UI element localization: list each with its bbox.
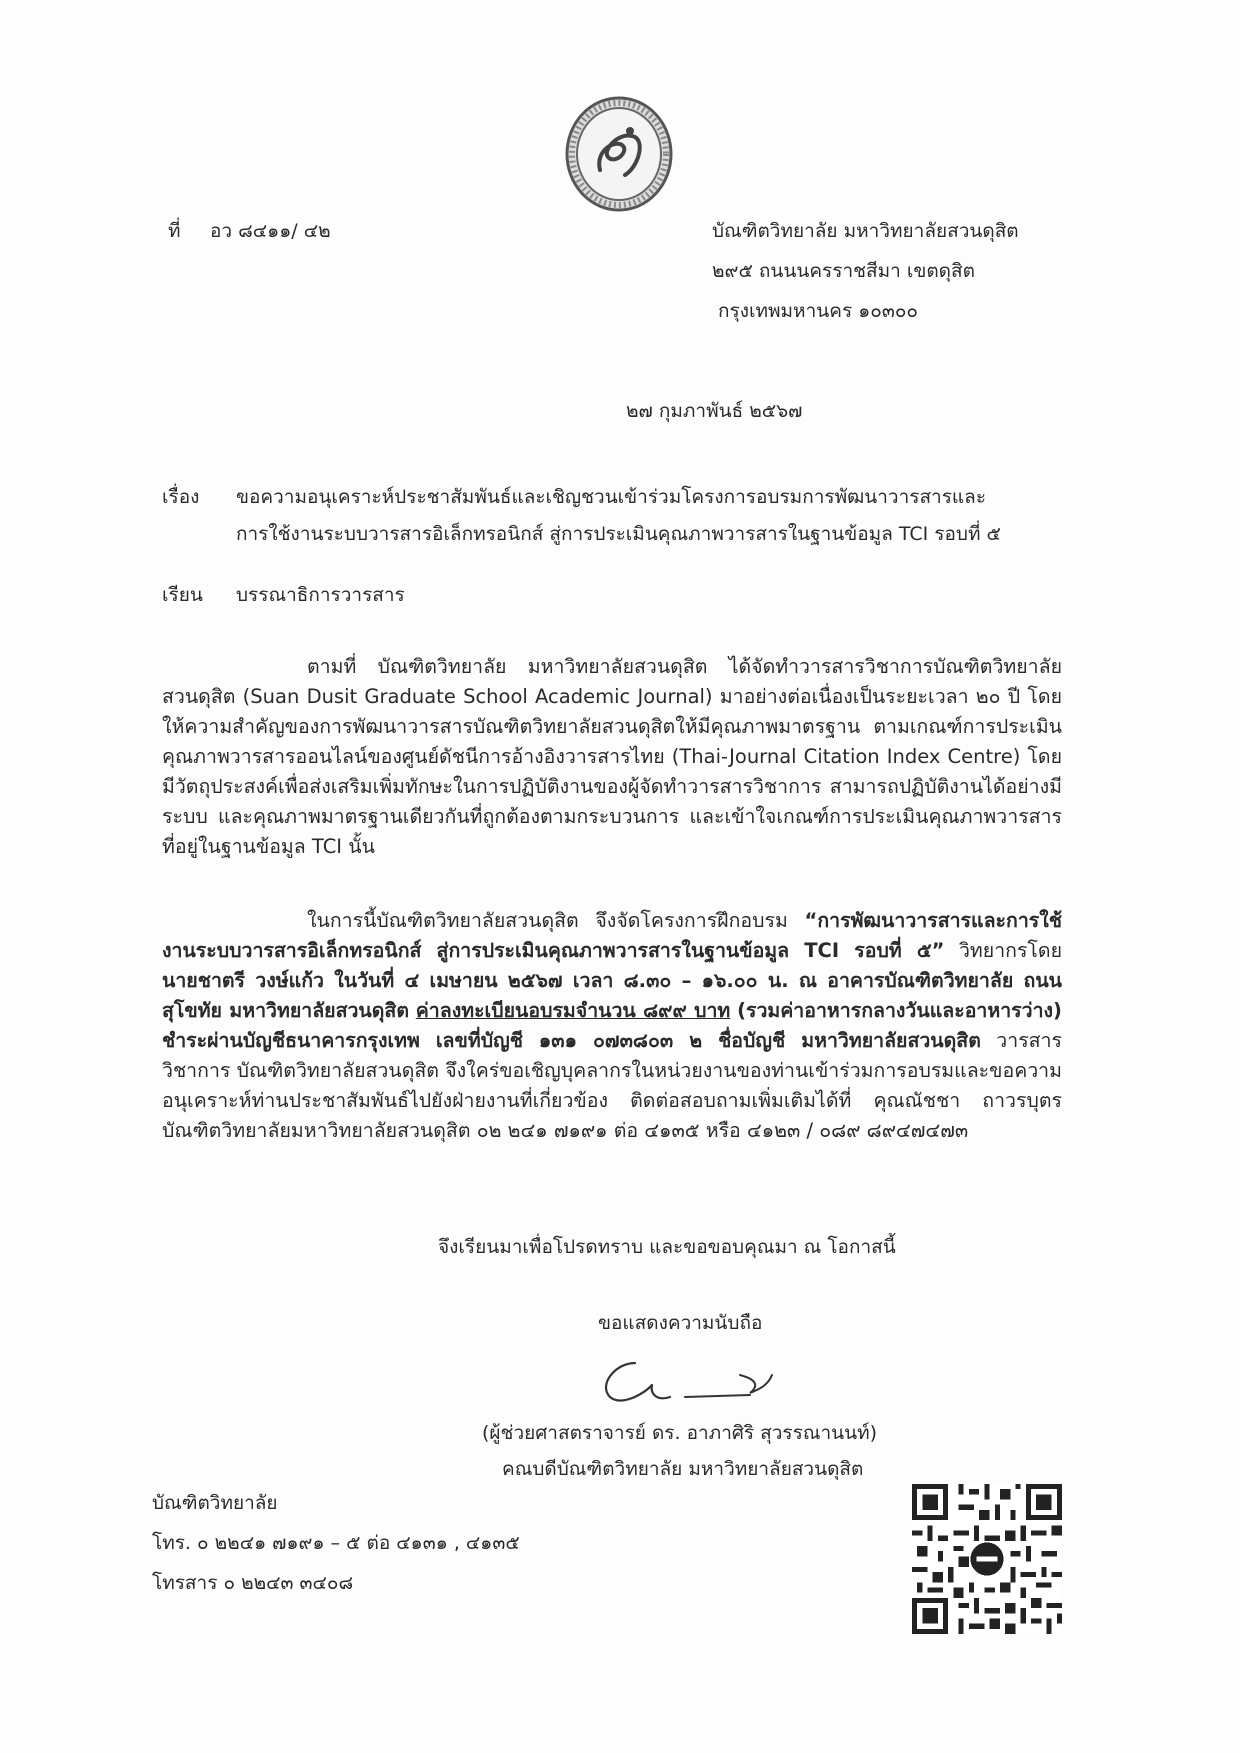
body-paragraph-1: [162, 652, 1062, 862]
closing-line: จึงเรียนมาเพื่อโปรดทราบ และขอขอบคุณมา ณ โอกาสนี้: [438, 1236, 896, 1258]
speaker-label: วิทยากรโดย: [958, 939, 1062, 962]
registration-fee: ค่าลงทะเบียนอบรมจำนวน ๘๙๙ บาท: [415, 999, 731, 1022]
subject-line-1: ขอความอนุเคราะห์ประชาสัมพันธ์และเชิญชวนเข้าร่วมโครงการอบรมการพัฒนาวารสารและ: [236, 486, 987, 508]
recipient-name: บรรณาธิการวารสาร: [236, 584, 405, 606]
sender-line-3: กรุงเทพมหานคร ๑๐๓๐๐: [718, 300, 919, 322]
ref-label: ที่: [168, 220, 181, 242]
paragraph-1-text: ตามที่ บัณฑิตวิทยาลัย มหาวิทยาลัยสวนดุสิต ได้จัดทำวารสารวิชาการบัณฑิตวิทยาลัยสวนดุสิต (Suan Dusit Graduate School Academic Journal) มาอย่างต่อเนื่องเป็นระยะเวลา ๒๐ ปี โดยให้ความสำคัญของการพัฒนาวารสารบัณฑิตวิทยาลัยสวนดุสิตให้มีคุณภาพมาตรฐาน ตามเกณฑ์การประเมินคุณภาพวารสารออนไลน์ของศูนย์ดัชนีการอ้างอิงวารสารไทย (Thai-Journal Citation Index Centre) โดยมีวัตถุประสงค์เพื่อส่งเสริมเพิ่มทักษะในการปฏิบัติงานของผู้จัดทำวารสารวิชาการ สามารถปฏิบัติงานได้อย่างมีระบบ และคุณภาพมาตรฐานเดียวกันที่ถูกต้องตามกระบวนการ และเข้าใจเกณฑ์การประเมินคุณภาพวารสารที่อยู่ในฐานข้อมูล TCI นั้น: [162, 655, 1062, 858]
subject-line-2: การใช้งานระบบวารสารอิเล็กทรอนิกส์ สู่การประเมินคุณภาพวารสารในฐานข้อมูล TCI รอบที่ ๕: [236, 523, 1001, 545]
footer-phone: โทร. ๐ ๒๒๔๑ ๗๑๙๑ – ๕ ต่อ ๔๑๓๑ , ๔๑๓๕: [152, 1532, 520, 1554]
signature-icon: [590, 1345, 780, 1410]
training-title: “การพัฒนาวารสารและการใช้งานระบบวารสารอิเล็กทรอนิกส์ สู่การประเมินคุณภาพวารสารในฐานข้อมูล TCI รอบที่ ๕”: [162, 909, 1063, 962]
speaker-date-venue: นายชาตรี วงษ์แก้ว ในวันที่ ๔ เมษายน ๒๕๖๗ เวลา ๘.๓๐ – ๑๖.๐๐ น. ณ อาคารบัณฑิตวิทยาลัย ถนนสุโขทัย มหาวิทยาลัยสวนดุสิต: [162, 969, 1062, 1022]
salutation: ขอแสดงความนับถือ: [598, 1312, 763, 1334]
university-seal-icon: [560, 95, 678, 213]
letter-date: ๒๗ กุมภาพันธ์ ๒๕๖๗: [626, 400, 803, 422]
ref-number: อว ๘๔๑๑/ ๔๒: [210, 220, 331, 242]
signatory-name: (ผู้ช่วยศาสตราจารย์ ดร. อาภาศิริ สุวรรณานนท์): [482, 1422, 878, 1444]
paragraph-2-text: [162, 906, 1062, 1146]
sender-line-2: ๒๙๕ ถนนนครราชสีมา เขตดุสิต: [712, 260, 975, 282]
signatory-position: คณบดีบัณฑิตวิทยาลัย มหาวิทยาลัยสวนดุสิต: [502, 1458, 864, 1480]
footer-fax: โทรสาร ๐ ๒๒๔๓ ๓๔๐๘: [152, 1572, 354, 1594]
recipient-label: เรียน: [162, 584, 203, 606]
payment-details: (รวมค่าอาหารกลางวันและอาหารว่าง) ชำระผ่านบัญชีธนาคารกรุงเทพ เลขที่บัญชี ๑๓๑ ๐๗๓๘๐๓ ๒ ชื่อบัญชี มหาวิทยาลัยสวนดุสิต: [162, 999, 1062, 1052]
qr-code-icon: [912, 1484, 1062, 1634]
invitation-contact: วารสารวิชาการ บัณฑิตวิทยาลัยสวนดุสิต จึงใคร่ขอเชิญบุคลากรในหน่วยงานของท่านเข้าร่วมการอบรมและขอความอนุเคราะห์ท่านประชาสัมพันธ์ไปยังฝ่ายงานที่เกี่ยวข้อง ติดต่อสอบถามเพิ่มเติมได้ที่ คุณณัชชา ถาวรบุตร บัณฑิตวิทยาลัยมหาวิทยาลัยสวนดุสิต ๐๒ ๒๔๑ ๗๑๙๑ ต่อ ๔๑๓๕ หรือ ๔๑๒๓ / ๐๘๙ ๘๙๔๗๔๗๓: [162, 1029, 1062, 1142]
body-paragraph-2: [162, 906, 1062, 1146]
subject-label: เรื่อง: [162, 486, 200, 508]
paragraph-2-intro: ในการนี้บัณฑิตวิทยาลัยสวนดุสิต จึงจัดโครงการฝึกอบรม: [307, 909, 788, 932]
sender-line-1: บัณฑิตวิทยาลัย มหาวิทยาลัยสวนดุสิต: [712, 220, 1019, 242]
footer-dept: บัณฑิตวิทยาลัย: [152, 1492, 278, 1514]
